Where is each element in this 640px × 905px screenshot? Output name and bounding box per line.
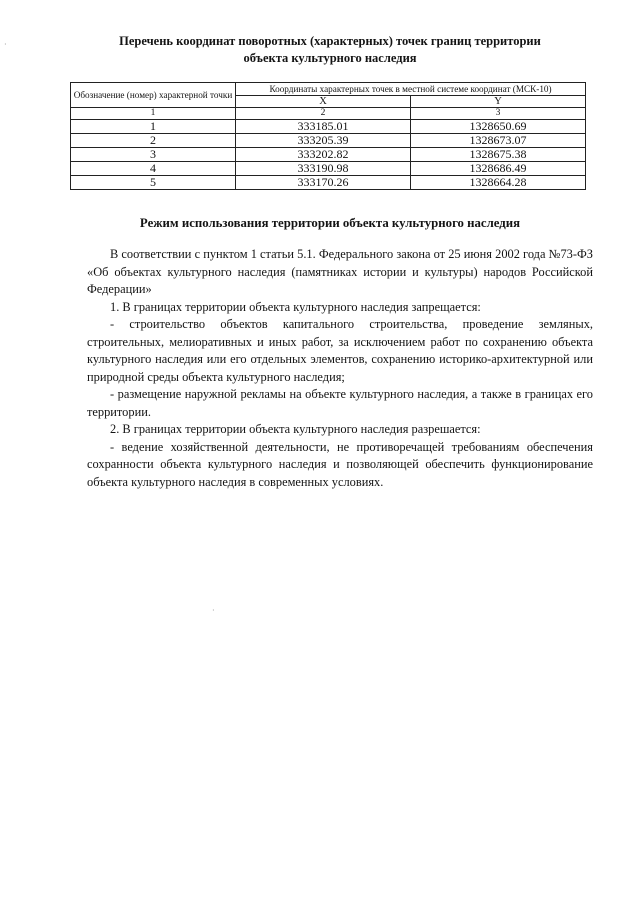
header-y: Y (411, 96, 586, 108)
body-text (87, 246, 593, 491)
column-number: 1 (71, 108, 236, 120)
coordinates-table (70, 82, 586, 190)
y-coordinate: 1328675.38 (411, 148, 586, 162)
scan-speck: · (4, 40, 7, 49)
header-point-designation: Обозначение (номер) характерной точки (71, 83, 236, 108)
header-x: X (236, 96, 411, 108)
paragraph-intro: В соответствии с пунктом 1 статьи 5.1. Федерального закона от 25 июня 2002 года №73-ФЗ «Об объектах культурного наследия (памятниках истории и культуры) народов Российской Федерации» (87, 247, 593, 296)
x-coordinate: 333202.82 (236, 148, 411, 162)
column-number: 3 (411, 108, 586, 120)
paragraph-prohibited-construction: - строительство объектов капитального строительства, проведение земляных, строительных, мелиоративных и иных работ, за исключением работ по сохранению объекта культурного наследия или его отдельных элементов, сохранению историко-архитектурной или природной среды объекта культурного наследия; (87, 317, 593, 384)
scan-speck: · (212, 606, 215, 615)
paragraph-prohibited-advertising: - размещение наружной рекламы на объекте культурного наследия, а также в границах его территории. (87, 387, 593, 419)
point-number: 2 (71, 134, 236, 148)
x-coordinate: 333170.26 (236, 176, 411, 190)
point-number: 4 (71, 162, 236, 176)
paragraph-permitted-activity: - ведение хозяйственной деятельности, не противоречащей требованиям обеспечения сохранности объекта культурного наследия и позволяющей обеспечить функционирование объекта культурного наследия в современных условиях. (87, 439, 593, 489)
document-title (60, 33, 600, 67)
table-row (71, 176, 586, 190)
y-coordinate: 1328673.07 (411, 134, 586, 148)
document-title-line-1: Перечень координат поворотных (характерных) точек границ территории (119, 34, 541, 48)
y-coordinate: 1328664.28 (411, 176, 586, 190)
y-coordinate: 1328686.49 (411, 162, 586, 176)
point-number: 3 (71, 148, 236, 162)
point-number: 1 (71, 120, 236, 134)
table-row (71, 120, 586, 134)
y-coordinate: 1328650.69 (411, 120, 586, 134)
point-number: 5 (71, 176, 236, 190)
paragraph-prohibited-heading: 1. В границах территории объекта культурного наследия запрещается: (110, 299, 481, 314)
table-row (71, 134, 586, 148)
x-coordinate: 333205.39 (236, 134, 411, 148)
table-row (71, 162, 586, 176)
x-coordinate: 333185.01 (236, 120, 411, 134)
section-title: Режим использования территории объекта культурного наследия (139, 216, 521, 230)
x-coordinate: 333190.98 (236, 162, 411, 176)
table-row (71, 148, 586, 162)
document-title-line-2: объекта культурного наследия (243, 51, 417, 65)
column-number: 2 (236, 108, 411, 120)
column-number-row (71, 108, 586, 120)
header-coordinates: Координаты характерных точек в местной системе координат (МСК-10) (236, 83, 586, 96)
paragraph-permitted-heading: 2. В границах территории объекта культурного наследия разрешается: (110, 422, 481, 436)
